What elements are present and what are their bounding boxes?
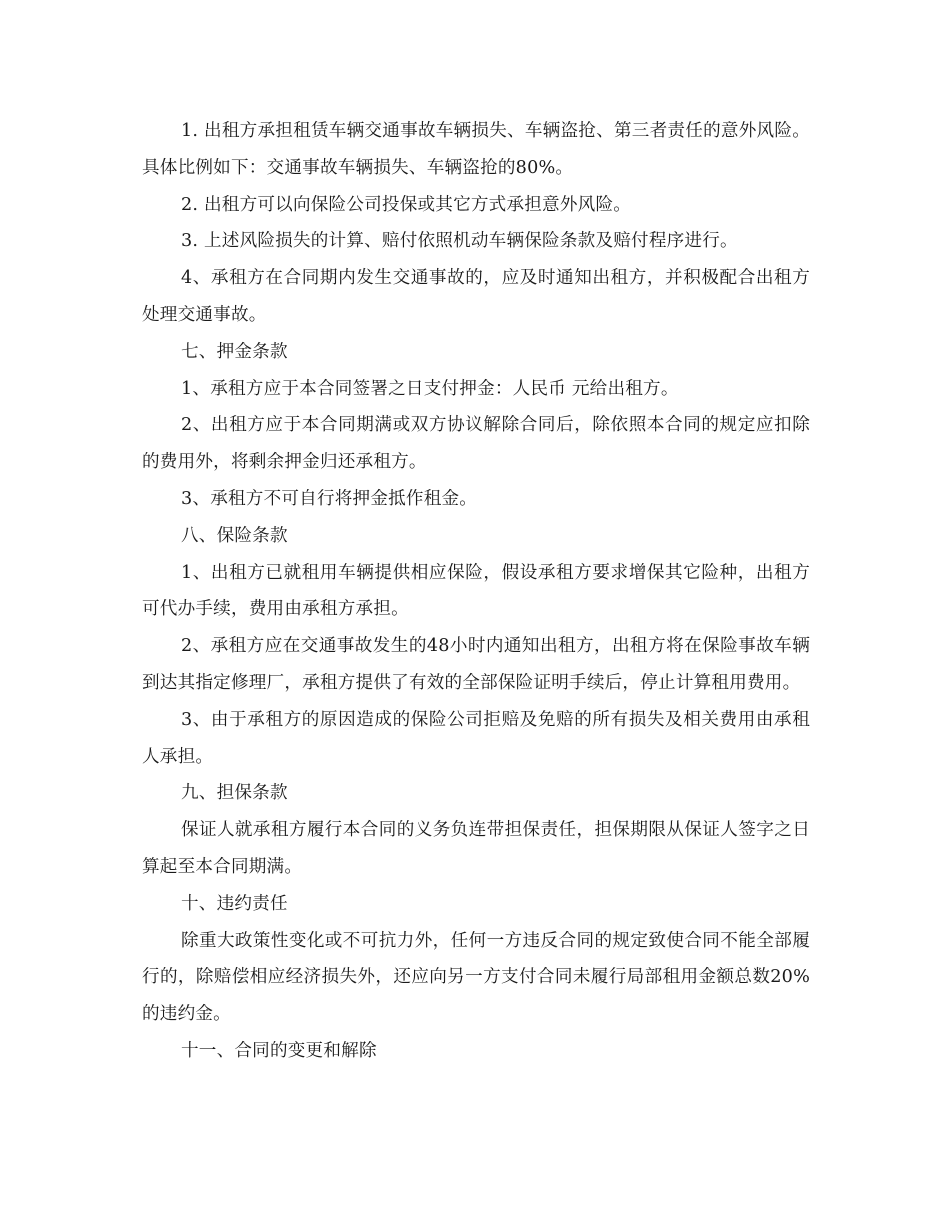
guarantee-clause: 保证人就承租方履行本合同的义务负连带担保责任，担保期限从保证人签字之日算起至本合同期满。	[142, 820, 810, 877]
section-heading-guarantee: 九、担保条款	[181, 783, 288, 804]
risk-clause-4: 4、承租方在合同期内发生交通事故的，应及时通知出租方，并积极配合出租方处理交通事故。	[142, 268, 810, 325]
breach-clause: 除重大政策性变化或不可抗力外，任何一方违反合同的规定致使合同不能全部履行的，除赔偿相应经济损失外，还应向另一方支付合同未履行局部租用金额总数20%的违约金。	[142, 930, 810, 1025]
section-heading-breach: 十、违约责任	[181, 893, 288, 914]
risk-clause-2: 2. 出租方可以向保险公司投保或其它方式承担意外风险。	[181, 194, 632, 215]
risk-clause-1: 1. 出租方承担租赁车辆交通事故车辆损失、车辆盗抢、第三者责任的意外风险。具体比例如下：交通事故车辆损失、车辆盗抢的80%。	[142, 121, 810, 178]
insurance-clause-1: 1、出租方已就租用车辆提供相应保险，假设承租方要求增保其它险种，出租方可代办手续，费用由承租方承担。	[142, 562, 810, 620]
deposit-clause-1: 1、承租方应于本合同签署之日支付押金：人民币 元给出租方。	[181, 378, 679, 399]
section-heading-insurance: 八、保险条款	[181, 525, 288, 546]
risk-clause-3: 3. 上述风险损失的计算、赔付依照机动车辆保险条款及赔付程序进行。	[181, 231, 738, 252]
deposit-clause-3: 3、承租方不可自行将押金抵作租金。	[181, 488, 478, 509]
section-heading-contract-change: 十一、合同的变更和解除	[181, 1040, 377, 1061]
document-page	[142, 113, 810, 1070]
deposit-clause-2: 2、出租方应于本合同期满或双方协议解除合同后，除依照本合同的规定应扣除的费用外，将剩余押金归还承租方。	[142, 415, 810, 473]
insurance-clause-3: 3、由于承租方的原因造成的保险公司拒赔及免赔的所有损失及相关费用由承租人承担。	[142, 709, 810, 767]
section-heading-deposit: 七、押金条款	[181, 341, 288, 362]
insurance-clause-2: 2、承租方应在交通事故发生的48小时内通知出租方，出租方将在保险事故车辆到达其指定修理厂，承租方提供了有效的全部保险证明手续后，停止计算租用费用。	[142, 636, 810, 693]
